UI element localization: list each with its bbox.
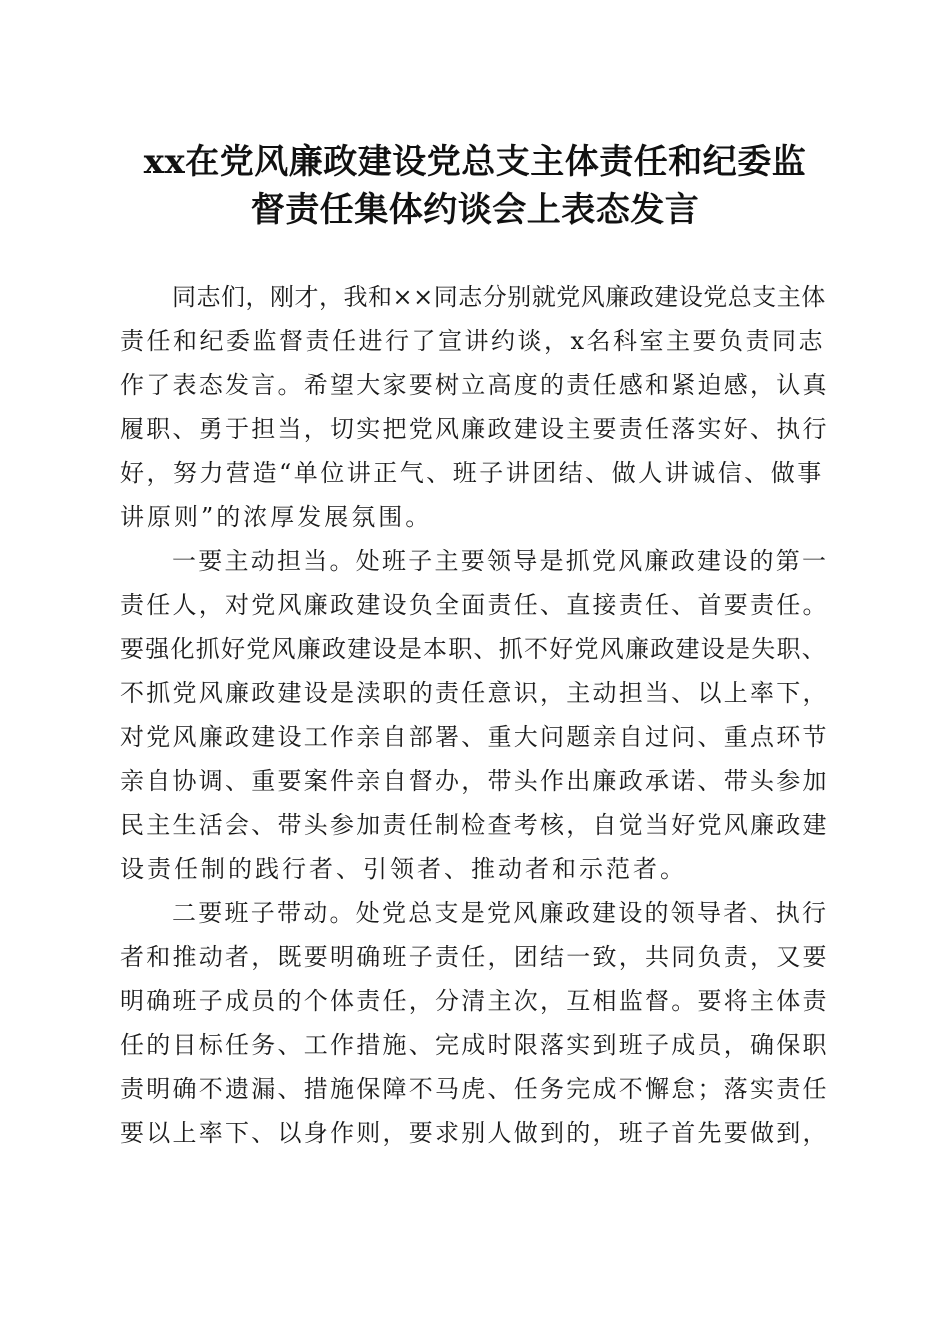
text-line: 任的目标任务、工作措施、完成时限落实到班子成员，确保职 xyxy=(120,1031,829,1059)
text-line: 民主生活会、带头参加责任制检查考核，自觉当好党风廉政建 xyxy=(120,811,829,839)
text-line: 责任和纪委监督责任进行了宣讲约谈，x名科室主要负责同志 xyxy=(120,327,826,355)
text-line: 一要主动担当。处班子主要领导是抓党风廉政建设的第一 xyxy=(172,547,829,575)
text-line: 不抓党风廉政建设是渎职的责任意识，主动担当、以上率下， xyxy=(120,679,829,707)
text-line: 好，努力营造“单位讲正气、班子讲团结、做人讲诚信、做事 xyxy=(120,459,824,487)
text-line: 要强化抓好党风廉政建设是本职、抓不好党风廉政建设是失职、 xyxy=(120,635,827,663)
paragraph-point-one xyxy=(120,539,830,891)
text-line: 设责任制的践行者、引领者、推动者和示范者。 xyxy=(120,855,687,883)
title-line-2: 督责任集体约谈会上表态发言 xyxy=(250,190,700,230)
text-line: 同志们，刚才，我和××同志分别就党风廉政建设党总支主体 xyxy=(172,283,826,311)
text-line: 明确班子成员的个体责任，分清主次，互相监督。要将主体责 xyxy=(120,987,829,1015)
document-title xyxy=(100,138,850,234)
paragraph-intro xyxy=(120,275,830,539)
text-line: 责任人，对党风廉政建设负全面责任、直接责任、首要责任。 xyxy=(120,591,829,619)
text-line: 者和推动者，既要明确班子责任，团结一致，共同负责，又要 xyxy=(120,943,829,971)
paragraph-point-two xyxy=(120,891,830,1155)
text-line: 亲自协调、重要案件亲自督办，带头作出廉政承诺、带头参加 xyxy=(120,767,829,795)
text-line: 讲原则”的浓厚发展氛围。 xyxy=(120,503,433,531)
document-body xyxy=(120,275,830,1155)
text-line: 责明确不遗漏、措施保障不马虎、任务完成不懈怠；落实责任 xyxy=(120,1075,829,1103)
text-line: 对党风廉政建设工作亲自部署、重大问题亲自过问、重点环节 xyxy=(120,723,829,751)
text-line: 要以上率下、以身作则，要求别人做到的，班子首先要做到， xyxy=(120,1119,829,1147)
text-line: 履职、勇于担当，切实把党风廉政建设主要责任落实好、执行 xyxy=(120,415,829,443)
text-line: 作了表态发言。希望大家要树立高度的责任感和紧迫感，认真 xyxy=(120,371,829,399)
text-line: 二要班子带动。处党总支是党风廉政建设的领导者、执行 xyxy=(172,899,829,927)
title-line-1: xx在党风廉政建设党总支主体责任和纪委监 xyxy=(143,142,807,182)
